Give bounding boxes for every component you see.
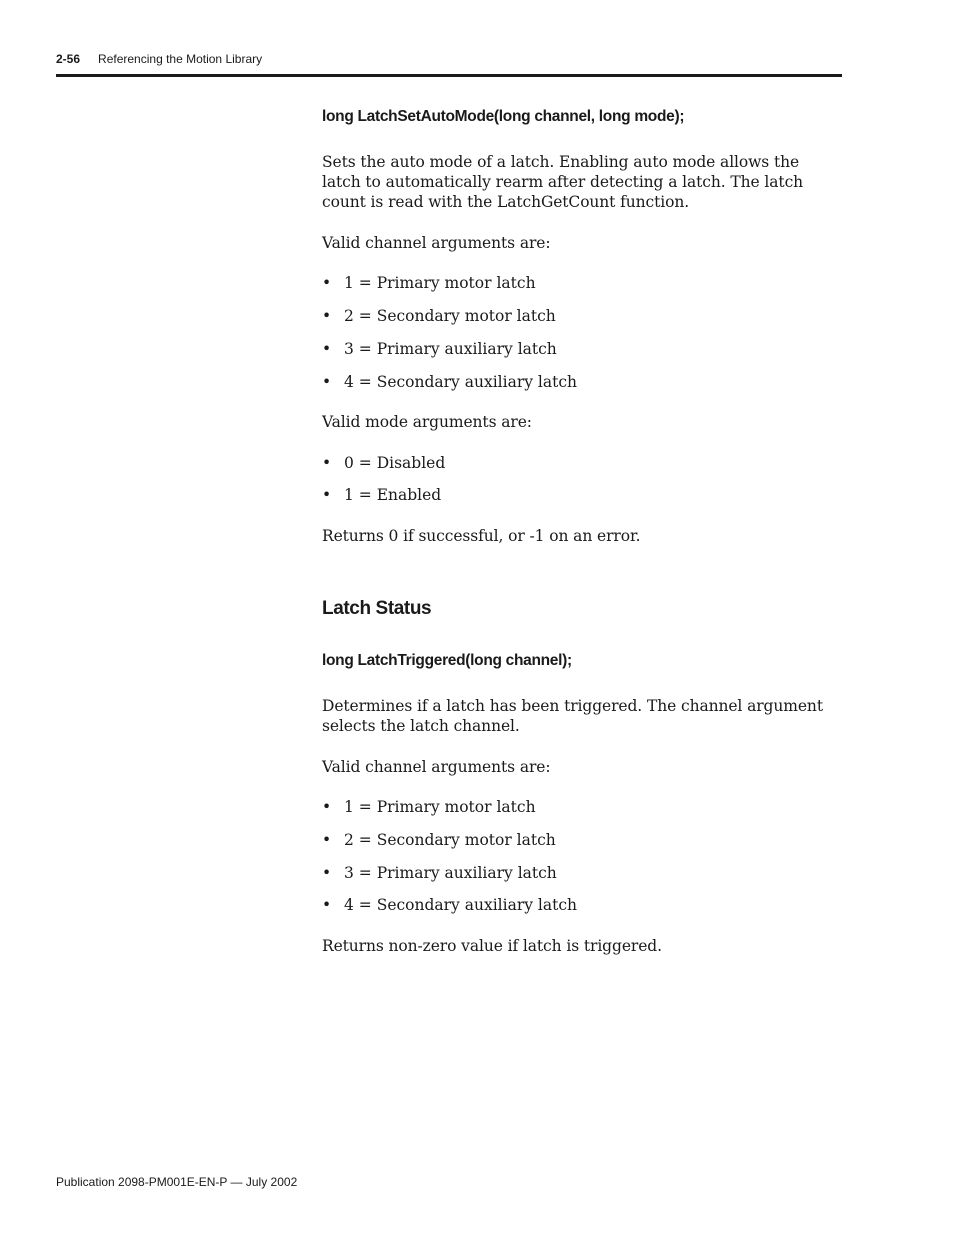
bullet-icon: • bbox=[322, 831, 332, 849]
mode-args-intro: Valid mode arguments are: bbox=[322, 413, 532, 431]
publication-footer: Publication 2098-PM001E-EN-P — July 2002 bbox=[56, 1175, 298, 1189]
bullet-icon: • bbox=[322, 373, 332, 391]
running-title: Referencing the Motion Library bbox=[98, 52, 263, 66]
list-item: • 1 = Enabled bbox=[322, 486, 442, 504]
list-item: • 2 = Secondary motor latch bbox=[322, 831, 556, 849]
bullet-icon: • bbox=[322, 454, 332, 472]
list-item: • 2 = Secondary motor latch bbox=[322, 307, 556, 325]
section-title-latch-status: Latch Status bbox=[322, 598, 432, 619]
bullet-icon: • bbox=[322, 896, 332, 914]
bullet-icon: • bbox=[322, 864, 332, 882]
list-item: • 1 = Primary motor latch bbox=[322, 798, 536, 816]
description-latch-set-auto-mode: Sets the auto mode of a latch. Enabling auto mode allows the latch to automatically rearm after detecting a latch. The latch count is read with the LatchGetCount function. bbox=[322, 153, 804, 211]
list-item: • 0 = Disabled bbox=[322, 454, 446, 472]
bullet-icon: • bbox=[322, 486, 332, 504]
header-rule bbox=[56, 74, 842, 77]
list-item: • 3 = Primary auxiliary latch bbox=[322, 340, 557, 358]
bullet-icon: • bbox=[322, 798, 332, 816]
running-header bbox=[56, 52, 262, 66]
returns-latch-triggered: Returns non-zero value if latch is triggered. bbox=[322, 937, 662, 955]
returns-latch-set-auto-mode: Returns 0 if successful, or -1 on an error. bbox=[322, 527, 641, 545]
bullet-icon: • bbox=[322, 307, 332, 325]
function-signature-latch-triggered: long LatchTriggered(long channel); bbox=[322, 652, 572, 669]
list-item: • 3 = Primary auxiliary latch bbox=[322, 864, 557, 882]
bullet-icon: • bbox=[322, 274, 332, 292]
bullet-icon: • bbox=[322, 340, 332, 358]
list-item: • 4 = Secondary auxiliary latch bbox=[322, 373, 578, 391]
channel-args-intro: Valid channel arguments are: bbox=[322, 234, 551, 252]
description-latch-triggered: Determines if a latch has been triggered. The channel argument selects the latch channel. bbox=[322, 697, 823, 735]
channel-args-intro-latch-triggered: Valid channel arguments are: bbox=[322, 758, 551, 776]
list-item: • 4 = Secondary auxiliary latch bbox=[322, 896, 578, 914]
page-number: 2-56 bbox=[56, 52, 81, 66]
function-signature-latch-set-auto-mode: long LatchSetAutoMode(long channel, long mode); bbox=[322, 108, 685, 125]
list-item: • 1 = Primary motor latch bbox=[322, 274, 536, 292]
